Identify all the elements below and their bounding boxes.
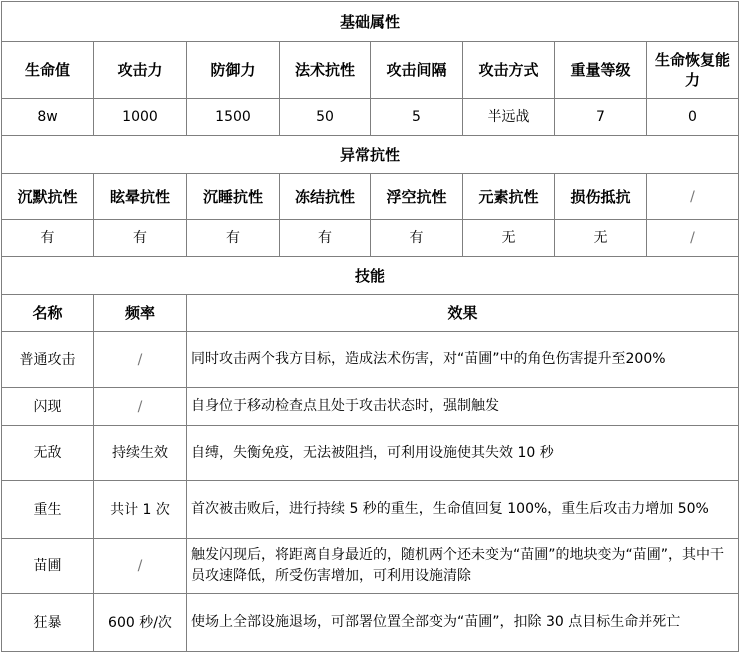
skill-name: 无敌 bbox=[2, 426, 94, 481]
basic-title-row bbox=[2, 2, 739, 42]
abnormal-header: 眩晕抗性 bbox=[94, 174, 187, 220]
abnormal-value-row bbox=[2, 220, 739, 257]
skill-effect: 首次被击败后，进行持续 5 秒的重生，生命值回复 100%，重生后攻击力增加 50% bbox=[187, 481, 739, 539]
skill-row bbox=[2, 332, 739, 388]
skills-header-name: 名称 bbox=[2, 295, 94, 332]
basic-header: 攻击间隔 bbox=[371, 42, 463, 99]
basic-value: 1000 bbox=[94, 99, 187, 136]
basic-header: 防御力 bbox=[187, 42, 280, 99]
skill-name: 狂暴 bbox=[2, 594, 94, 652]
skill-effect: 使场上全部设施退场，可部署位置全部变为“苗圃”，扣除 30 点目标生命并死亡 bbox=[187, 594, 739, 652]
abnormal-header: / bbox=[647, 174, 739, 220]
abnormal-header: 损伤抵抗 bbox=[555, 174, 647, 220]
basic-section-title: 基础属性 bbox=[2, 2, 739, 42]
skill-freq: / bbox=[94, 388, 187, 426]
skill-row bbox=[2, 426, 739, 481]
skill-freq: 600 秒/次 bbox=[94, 594, 187, 652]
skill-freq: / bbox=[94, 539, 187, 594]
basic-value: 5 bbox=[371, 99, 463, 136]
basic-header: 攻击方式 bbox=[463, 42, 555, 99]
basic-value-row bbox=[2, 99, 739, 136]
basic-header: 攻击力 bbox=[94, 42, 187, 99]
basic-header: 重量等级 bbox=[555, 42, 647, 99]
basic-value: 8w bbox=[2, 99, 94, 136]
skill-freq: 共计 1 次 bbox=[94, 481, 187, 539]
boss-stats-table bbox=[1, 1, 739, 652]
skill-name: 苗圃 bbox=[2, 539, 94, 594]
skill-row bbox=[2, 388, 739, 426]
abnormal-title-row bbox=[2, 136, 739, 174]
basic-value: 1500 bbox=[187, 99, 280, 136]
skills-section-title: 技能 bbox=[2, 257, 739, 295]
skills-header-row bbox=[2, 295, 739, 332]
basic-value: 7 bbox=[555, 99, 647, 136]
abnormal-value: 有 bbox=[187, 220, 280, 257]
abnormal-value: 有 bbox=[371, 220, 463, 257]
abnormal-header-row bbox=[2, 174, 739, 220]
basic-header: 生命恢复能力 bbox=[647, 42, 739, 99]
skill-row bbox=[2, 594, 739, 652]
skills-header-freq: 频率 bbox=[94, 295, 187, 332]
abnormal-header: 沉默抗性 bbox=[2, 174, 94, 220]
basic-header-row bbox=[2, 42, 739, 99]
skill-name: 重生 bbox=[2, 481, 94, 539]
abnormal-header: 元素抗性 bbox=[463, 174, 555, 220]
skill-effect: 自身位于移动检查点且处于攻击状态时，强制触发 bbox=[187, 388, 739, 426]
abnormal-header: 浮空抗性 bbox=[371, 174, 463, 220]
skill-name: 闪现 bbox=[2, 388, 94, 426]
skills-header-effect: 效果 bbox=[187, 295, 739, 332]
skill-freq: 持续生效 bbox=[94, 426, 187, 481]
skill-effect: 触发闪现后，将距离自身最近的，随机两个还未变为“苗圃”的地块变为“苗圃”，其中干员攻速降低，所受伤害增加，可利用设施清除 bbox=[187, 539, 739, 594]
basic-value: 半远战 bbox=[463, 99, 555, 136]
skill-row bbox=[2, 481, 739, 539]
basic-header: 生命值 bbox=[2, 42, 94, 99]
abnormal-value: 无 bbox=[555, 220, 647, 257]
skill-name: 普通攻击 bbox=[2, 332, 94, 388]
abnormal-value: 有 bbox=[280, 220, 371, 257]
abnormal-header: 冻结抗性 bbox=[280, 174, 371, 220]
basic-value: 0 bbox=[647, 99, 739, 136]
skill-effect: 自缚，失衡免疫，无法被阻挡，可利用设施使其失效 10 秒 bbox=[187, 426, 739, 481]
skill-freq: / bbox=[94, 332, 187, 388]
abnormal-value: 有 bbox=[2, 220, 94, 257]
abnormal-value: 无 bbox=[463, 220, 555, 257]
abnormal-header: 沉睡抗性 bbox=[187, 174, 280, 220]
abnormal-value: 有 bbox=[94, 220, 187, 257]
basic-value: 50 bbox=[280, 99, 371, 136]
skill-effect: 同时攻击两个我方目标，造成法术伤害，对“苗圃”中的角色伤害提升至200% bbox=[187, 332, 739, 388]
basic-header: 法术抗性 bbox=[280, 42, 371, 99]
skills-title-row bbox=[2, 257, 739, 295]
abnormal-section-title: 异常抗性 bbox=[2, 136, 739, 174]
skill-row bbox=[2, 539, 739, 594]
abnormal-value: / bbox=[647, 220, 739, 257]
